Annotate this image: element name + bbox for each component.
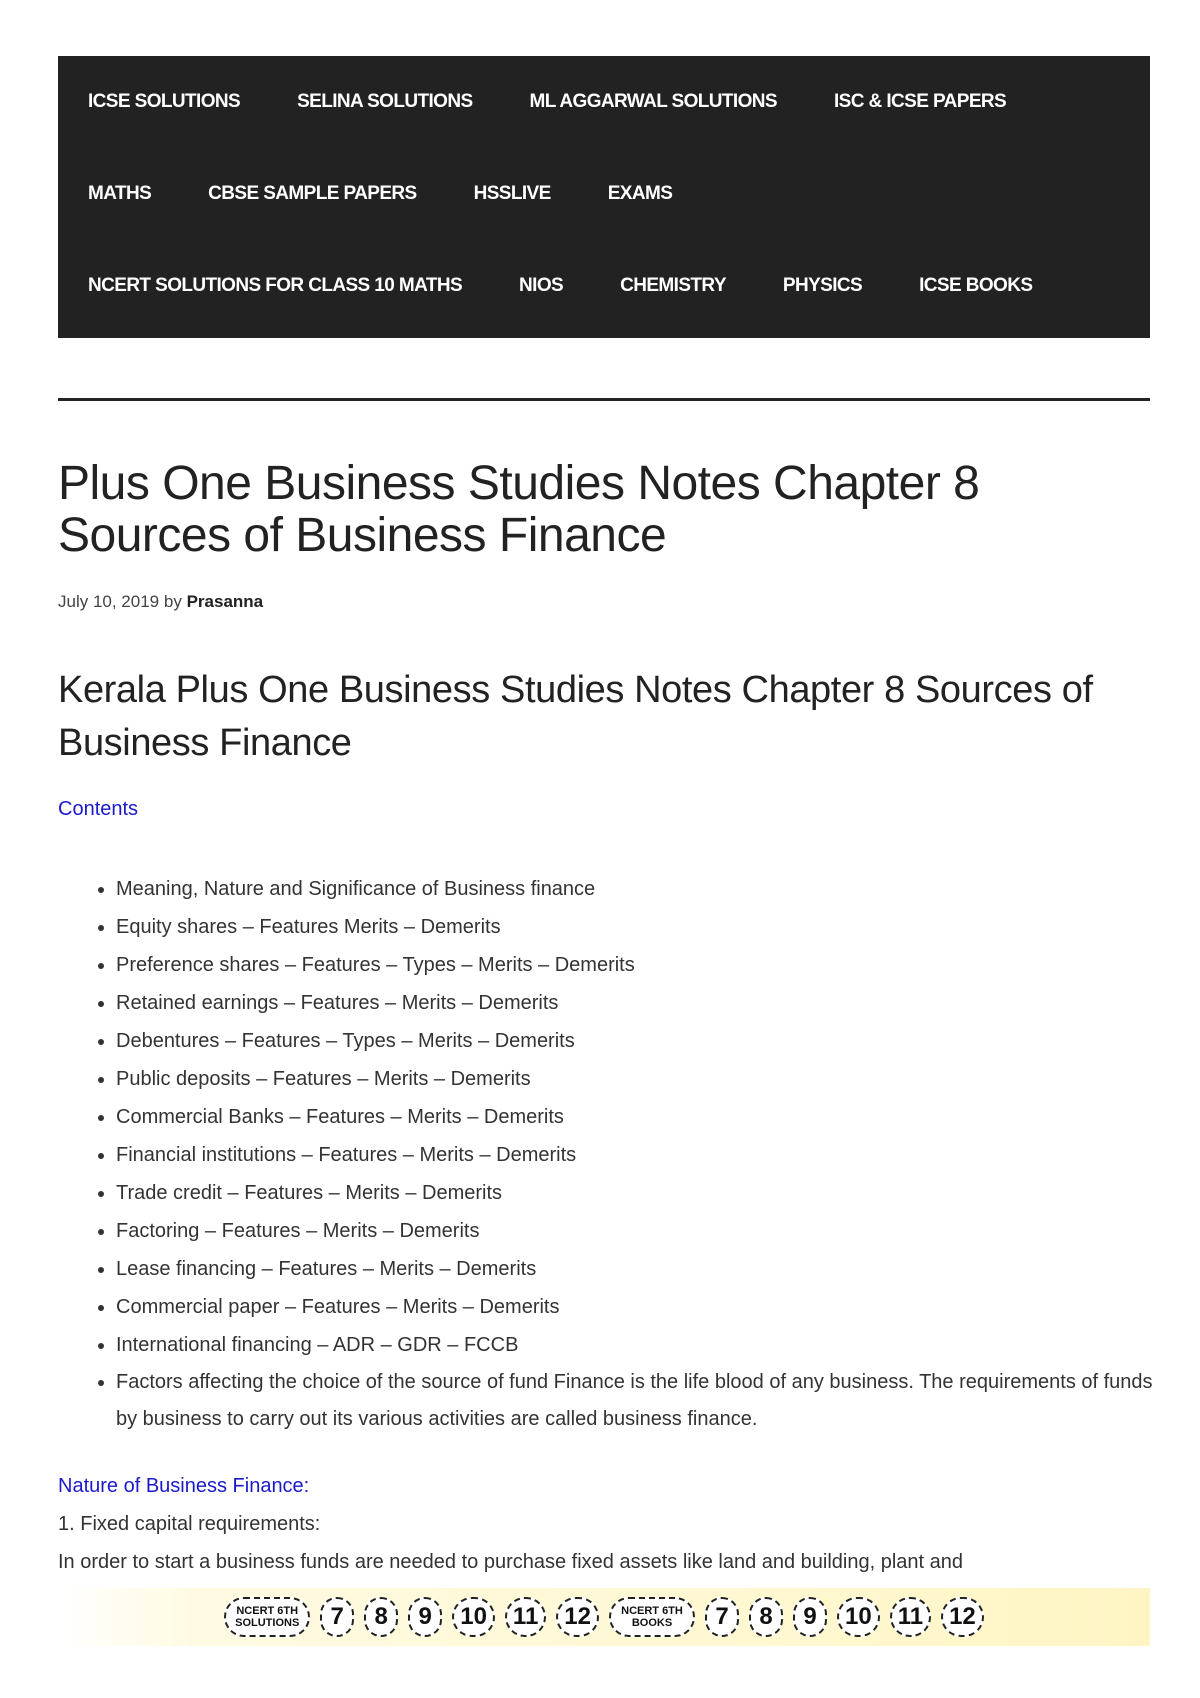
post-date: July 10, 2019 (58, 592, 160, 611)
ncert-6th-books-badge[interactable] (609, 1597, 695, 1637)
post-by-label: by (163, 592, 182, 611)
nav-link-chemistry[interactable]: CHEMISTRY (620, 275, 726, 296)
books-class-11-badge[interactable]: 11 (890, 1597, 931, 1637)
solutions-class-10-badge[interactable]: 10 (452, 1597, 495, 1637)
toc-item: • Debentures – Features – Types – Merits – Demerits (116, 1022, 1166, 1060)
nav-link-cbse-sample-papers[interactable]: CBSE SAMPLE PAPERS (208, 183, 417, 204)
ncert-banner (58, 1588, 1150, 1646)
solutions-class-12-badge[interactable]: 12 (556, 1597, 599, 1637)
toc-item: • Commercial paper – Features – Merits – Demerits (116, 1288, 1166, 1326)
post-meta (58, 592, 263, 612)
badge-label-line: NCERT 6TH (236, 1605, 299, 1617)
nav-link-isc-icse-papers[interactable]: ISC & ICSE PAPERS (833, 91, 1007, 112)
nav-row-3 (88, 240, 1120, 332)
books-class-9-badge[interactable]: 9 (793, 1597, 827, 1637)
nav-row-1 (88, 56, 1120, 148)
books-class-7-badge[interactable]: 7 (705, 1597, 739, 1637)
badge-label-line: NCERT 6TH (621, 1605, 683, 1617)
nav-link-selina-solutions[interactable]: SELINA SOLUTIONS (297, 91, 473, 112)
toc-item: • Financial institutions – Features – Merits – Demerits (116, 1136, 1166, 1174)
toc-item: • Commercial Banks – Features – Merits – Demerits (116, 1098, 1166, 1136)
ncert-6th-solutions-badge[interactable] (224, 1597, 310, 1637)
header-divider (58, 398, 1150, 401)
toc-item: • Retained earnings – Features – Merits – Demerits (116, 984, 1166, 1022)
toc-item: • Public deposits – Features – Merits – Demerits (116, 1060, 1166, 1098)
contents-link[interactable]: Contents (58, 798, 139, 820)
toc-item: • Preference shares – Features – Types – Merits – Demerits (116, 946, 1166, 984)
solutions-class-8-badge[interactable]: 8 (364, 1597, 398, 1637)
nav-link-physics[interactable]: PHYSICS (782, 275, 863, 296)
books-class-10-badge[interactable]: 10 (837, 1597, 880, 1637)
top-navigation (58, 56, 1150, 338)
toc-item: • Trade credit – Features – Merits – Demerits (116, 1174, 1166, 1212)
nav-link-hsslive[interactable]: HSSLIVE (473, 183, 551, 204)
books-class-8-badge[interactable]: 8 (749, 1597, 783, 1637)
nav-link-exams[interactable]: EXAMS (607, 183, 673, 204)
nav-link-icse-books[interactable]: ICSE BOOKS (919, 275, 1033, 296)
page-title: Plus One Business Studies Notes Chapter 8 Sources of Business Finance (58, 457, 980, 562)
nav-link-icse-solutions[interactable]: ICSE SOLUTIONS (88, 91, 241, 112)
nav-link-ml-aggarwal-solutions[interactable]: ML AGGARWAL SOLUTIONS (529, 91, 777, 112)
books-class-12-badge[interactable]: 12 (941, 1597, 984, 1637)
nav-link-maths[interactable]: MATHS (88, 183, 152, 204)
point-text: In order to start a business funds are needed to purchase fixed assets like land and building, plant and (58, 1551, 964, 1573)
badge-label-line: SOLUTIONS (235, 1617, 300, 1629)
author-link[interactable]: Prasanna (186, 592, 264, 611)
article-subtitle: Kerala Plus One Business Studies Notes Chapter 8 Sources of Business Finance (58, 669, 1093, 764)
nav-link-nios[interactable]: NIOS (519, 275, 564, 296)
solutions-class-7-badge[interactable]: 7 (320, 1597, 354, 1637)
point-heading: 1. Fixed capital requirements: (58, 1513, 321, 1535)
toc-item: • International financing – ADR – GDR – FCCB (116, 1326, 1166, 1364)
toc-item: • Equity shares – Features Merits – Demerits (116, 908, 1166, 946)
toc-item: • Factors affecting the choice of the source of fund Finance is the life blood of any business. The requirements of funds by business to carry out its various activities are called business finance. (116, 1364, 1166, 1438)
toc-item: • Meaning, Nature and Significance of Business finance (116, 870, 1166, 908)
nav-row-2 (88, 148, 1120, 240)
solutions-class-9-badge[interactable]: 9 (408, 1597, 442, 1637)
badge-label-line: BOOKS (631, 1617, 673, 1629)
section-link-nature-of-business-finance[interactable]: Nature of Business Finance: (58, 1475, 310, 1497)
table-of-contents (58, 870, 1166, 1438)
nav-link-ncert-solutions-class-10-maths[interactable]: NCERT SOLUTIONS FOR CLASS 10 MATHS (88, 275, 463, 296)
toc-item: • Lease financing – Features – Merits – Demerits (116, 1250, 1166, 1288)
toc-item: • Factoring – Features – Merits – Demerits (116, 1212, 1166, 1250)
solutions-class-11-badge[interactable]: 11 (505, 1597, 546, 1637)
